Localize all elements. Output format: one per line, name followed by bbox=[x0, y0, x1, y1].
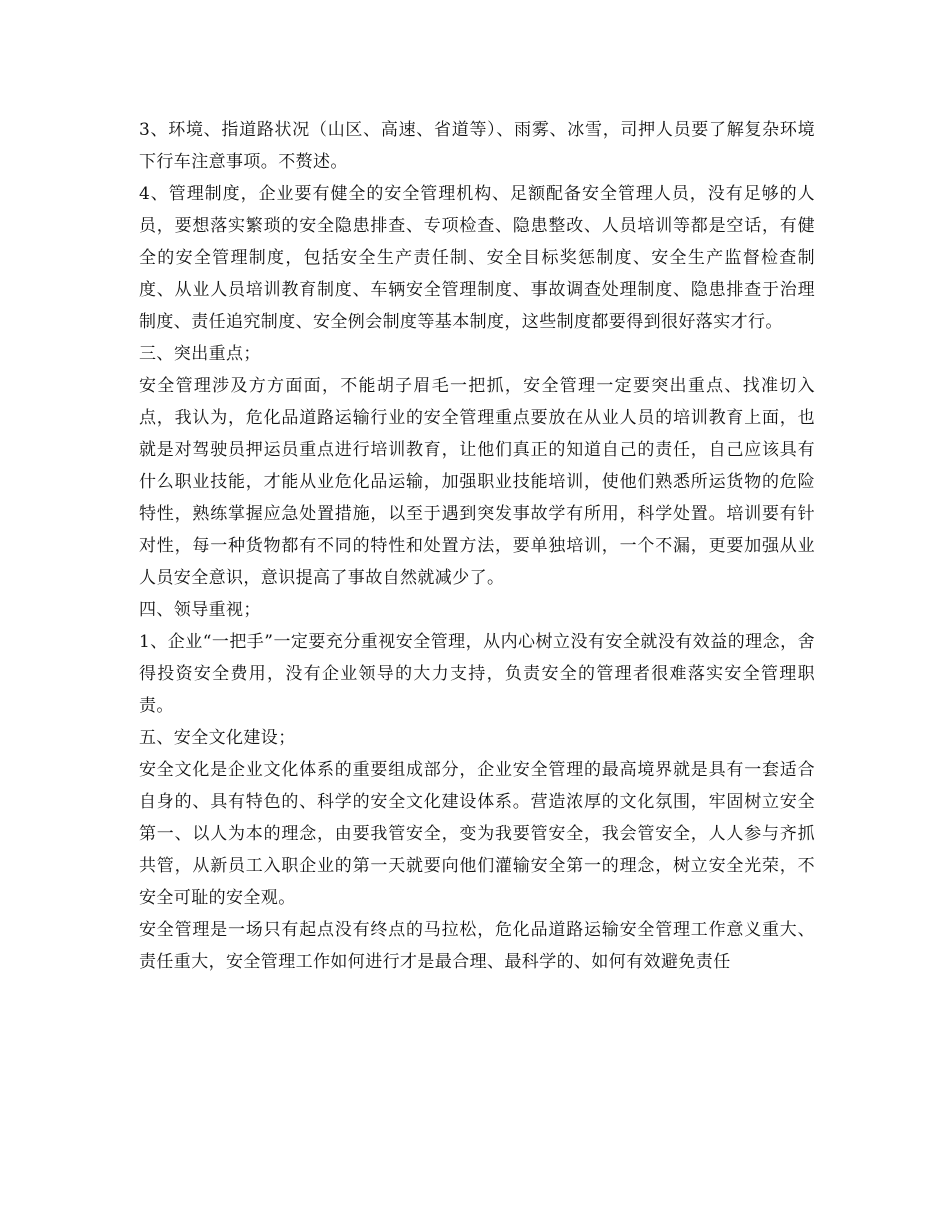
section-heading-key-points: 三、突出重点； bbox=[139, 344, 261, 364]
paragraph-conclusion: 安全管理是一场只有起点没有终点的马拉松，危化品道路运输安全管理工作意义重大、责任重大，安全管理工作如何进行才是最合理、最科学的、如何有效避免责任 bbox=[139, 920, 815, 972]
paragraph-environment: 3、环境、指道路状况（山区、高速、省道等）、雨雾、冰雪，司押人员要了解复杂环境下行车注意事项。不赘述。 bbox=[139, 120, 815, 172]
paragraph-key-points: 安全管理涉及方方面面，不能胡子眉毛一把抓，安全管理一定要突出重点、找准切入点，我认为，危化品道路运输行业的安全管理重点要放在从业人员的培训教育上面，也就是对驾驶员押运员重点进行培训教育，让他们真正的知道自己的责任，自己应该具有什么职业技能，才能从业危化品运输，加强职业技能培训，使他们熟悉所运货物的危险特性，熟练掌握应急处置措施，以至于遇到突发事故学有所用，科学处置。培训要有针对性，每一种货物都有不同的特性和处置方法，要单独培训，一个不漏，更要加强从业人员安全意识，意识提高了事故自然就减少了。 bbox=[139, 376, 815, 588]
paragraph-safety-culture: 安全文化是企业文化体系的重要组成部分，企业安全管理的最高境界就是具有一套适合自身的、具有特色的、科学的安全文化建设体系。营造浓厚的文化氛围，牢固树立安全第一、以人为本的理念，由要我管安全，变为我要管安全，我会管安全，人人参与齐抓共管，从新员工入职企业的第一天就要向他们灌输安全第一的理念，树立安全光荣，不安全可耻的安全观。 bbox=[139, 760, 815, 908]
paragraph-leadership: 1、企业“一把手”一定要充分重视安全管理，从内心树立没有安全就没有效益的理念，舍得投资安全费用，没有企业领导的大力支持，负责安全的管理者很难落实安全管理职责。 bbox=[139, 632, 815, 716]
document-body bbox=[139, 114, 815, 978]
section-heading-leadership: 四、领导重视； bbox=[139, 600, 261, 620]
paragraph-management-system: 4、管理制度，企业要有健全的安全管理机构、足额配备安全管理人员，没有足够的人员，要想落实繁琐的安全隐患排查、专项检查、隐患整改、人员培训等都是空话，有健全的安全管理制度，包括安全生产责任制、安全目标奖惩制度、安全生产监督检查制度、从业人员培训教育制度、车辆安全管理制度、事故调查处理制度、隐患排查于治理制度、责任追究制度、安全例会制度等基本制度，这些制度都要得到很好落实才行。 bbox=[139, 184, 815, 332]
section-heading-safety-culture: 五、安全文化建设； bbox=[139, 728, 296, 748]
